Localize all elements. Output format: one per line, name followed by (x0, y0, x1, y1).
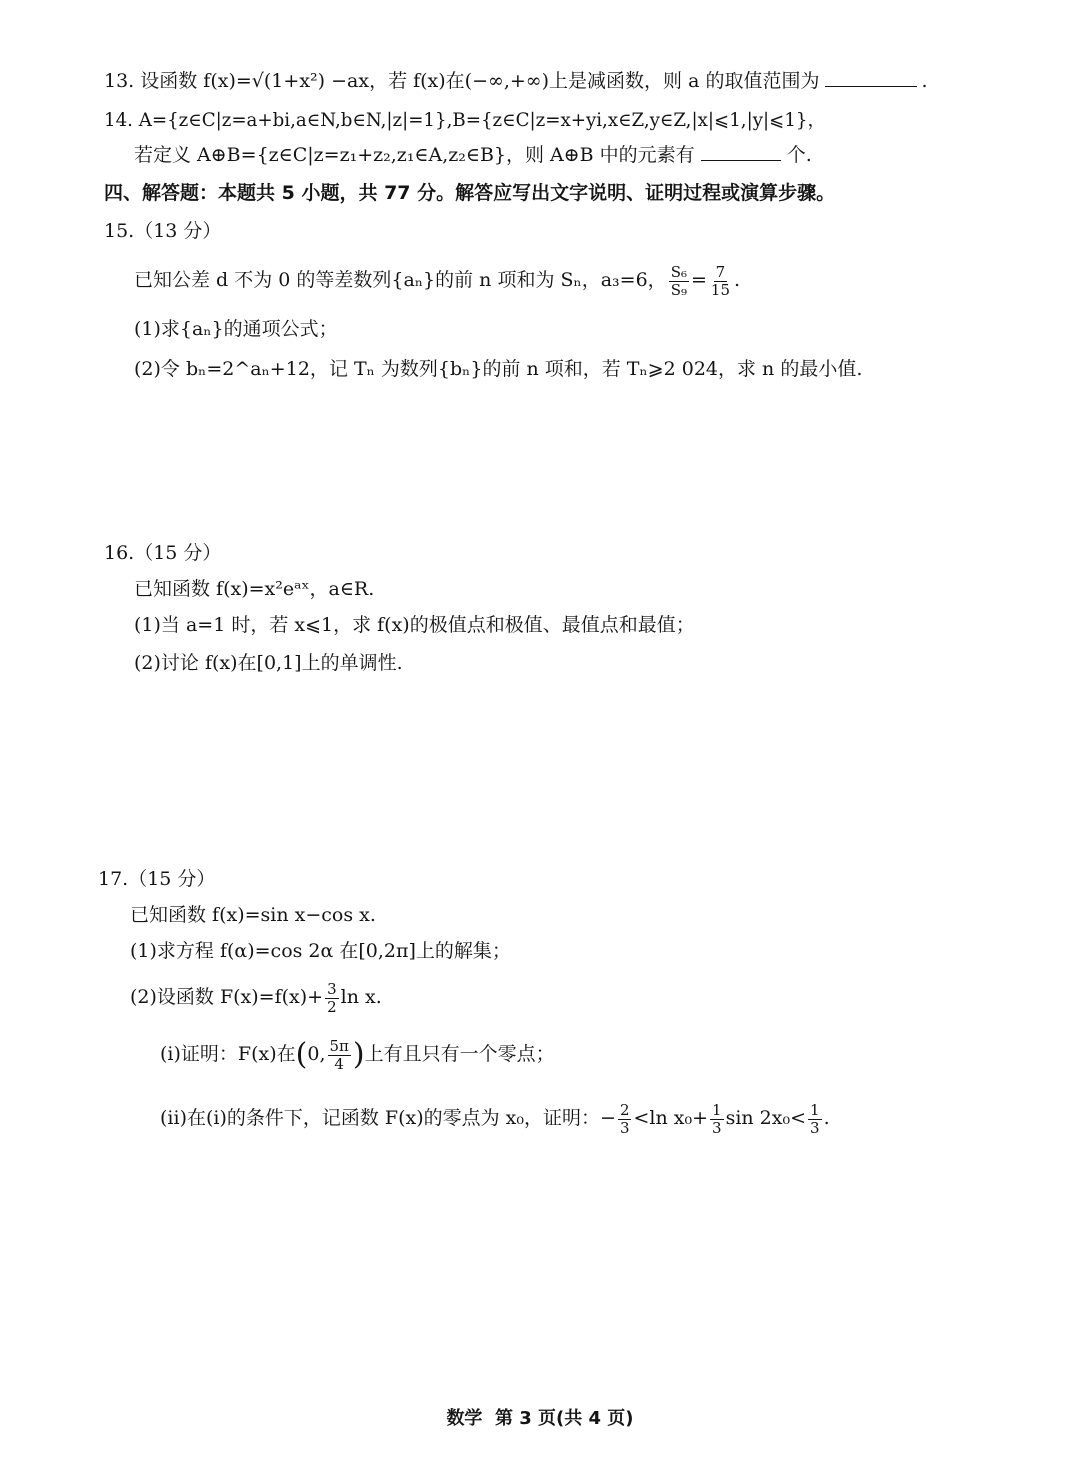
q17-sub2-c: sin 2x₀< (725, 1107, 807, 1129)
q15-fraction-s6-s9 (669, 262, 689, 299)
q16-part2 (134, 650, 403, 676)
frac-numerator: 1 (712, 1100, 722, 1119)
q17-fraction-1-3-b (808, 1100, 822, 1137)
q17-fraction-1-3-a (710, 1100, 724, 1137)
q17-stem (130, 902, 376, 928)
q17-fraction-5pi-4 (328, 1036, 351, 1073)
frac-numerator: 3 (327, 979, 337, 998)
frac-numerator: 7 (715, 262, 726, 281)
q17-header (98, 866, 215, 892)
q14-line2a: 若定义 A⊕B={z∈C|z=z₁+z₂,z₁∈A,z₂∈B}，则 A⊕B 中的元素有 (134, 144, 695, 166)
q17-fraction-2-3 (618, 1100, 632, 1137)
q16-header (104, 540, 221, 566)
q16-part1-text: (1)当 a=1 时，若 x⩽1，求 f(x)的极值点和极值、最值点和最值； (134, 614, 695, 636)
q17-sub1-b: 上有且只有一个零点； (364, 1043, 555, 1065)
frac-numerator: 2 (619, 1100, 630, 1119)
q17-stem-text: 已知函数 f(x)=sin x−cos x. (130, 904, 376, 926)
q14-answer-blank (701, 142, 781, 161)
q15-stem-end: . (734, 269, 741, 291)
page-footer (0, 1404, 1080, 1430)
frac-denominator: 2 (327, 997, 337, 1016)
frac-denominator: 3 (712, 1118, 722, 1137)
frac-numerator: 5π (329, 1036, 349, 1055)
left-paren: ( (295, 1037, 308, 1072)
q16-part2-text: (2)讨论 f(x)在[0,1]上的单调性. (134, 652, 403, 674)
q17-part1 (130, 938, 511, 964)
frac-denominator: 3 (810, 1118, 820, 1137)
q14-line1: 14. A={z∈C|z=a+bi,a∈N,b∈N,|z|=1},B={z∈C|z=x+yi,x∈Z,y∈Z,|x|⩽1,|y|⩽1}， (104, 110, 826, 131)
question-14-line1 (104, 108, 826, 134)
q17-sub2-a: (ii)在(i)的条件下，记函数 F(x)的零点为 x₀，证明：− (160, 1107, 616, 1129)
q17-sub2-end: . (823, 1107, 830, 1129)
q14-line2b: 个. (786, 144, 812, 166)
frac-numerator: S₆ (670, 262, 687, 281)
q15-eq: = (690, 269, 707, 291)
q16-stem-text: 已知函数 f(x)=x²eᵃˣ，a∈R. (134, 578, 375, 600)
q17-part2 (130, 978, 382, 1016)
q15-part1-text: (1)求{aₙ}的通项公式； (134, 318, 338, 340)
q13-text: 13. 设函数 f(x)=√(1+x²) −ax，若 f(x)在(−∞,+∞)上是减函数，则 a 的取值范围为 (104, 70, 820, 92)
q17-sub1-a: (i)证明：F(x)在 (160, 1043, 296, 1065)
q15-stem (134, 262, 740, 298)
question-13 (104, 68, 928, 94)
q17-sub1-mid: 0, (307, 1043, 326, 1065)
q15-part1 (134, 316, 338, 342)
frac-denominator: S₉ (670, 280, 687, 299)
q16-part1 (134, 612, 695, 638)
frac-denominator: 3 (619, 1118, 630, 1137)
q17-header-text: 17.（15 分） (98, 868, 216, 890)
q17-part2-a: (2)设函数 F(x)=f(x)+ (130, 986, 324, 1008)
frac-denominator: 4 (334, 1054, 344, 1073)
q16-header-text: 16.（15 分） (104, 542, 222, 564)
q15-part2-text: (2)令 bₙ=2^aₙ+12，记 Tₙ 为数列{bₙ}的前 n 项和，若 Tₙ⩾2 024，求 n 的最小值. (134, 358, 863, 380)
footer-text: 数学 第 3 页(共 4 页) (446, 1408, 634, 1429)
q17-part1-text: (1)求方程 f(α)=cos 2α 在[0,2π]上的解集； (130, 940, 511, 962)
q15-header-text: 15.（13 分） (104, 220, 222, 242)
right-paren: ) (352, 1037, 365, 1072)
q15-stem-a: 已知公差 d 不为 0 的等差数列{aₙ}的前 n 项和为 Sₙ，a₃=6， (134, 269, 667, 291)
frac-denominator: 15 (710, 280, 730, 299)
q16-stem (134, 576, 374, 602)
section-heading (104, 180, 835, 206)
q15-part2 (134, 356, 862, 382)
q13-end: . (921, 70, 928, 92)
question-14-line2 (134, 142, 812, 168)
q17-sub1 (160, 1034, 555, 1075)
q17-part2-b: ln x. (340, 986, 382, 1008)
q15-header (104, 218, 221, 244)
section4-heading: 四、解答题：本题共 5 小题，共 77 分。解答应写出文字说明、证明过程或演算步骤。 (104, 182, 836, 204)
q17-fraction-3-2 (325, 979, 339, 1016)
q13-answer-blank (825, 68, 917, 87)
q15-fraction-7-15 (709, 262, 732, 299)
q17-sub2-b: <ln x₀+ (633, 1107, 709, 1129)
frac-numerator: 1 (810, 1100, 820, 1119)
q17-sub2 (160, 1098, 830, 1138)
